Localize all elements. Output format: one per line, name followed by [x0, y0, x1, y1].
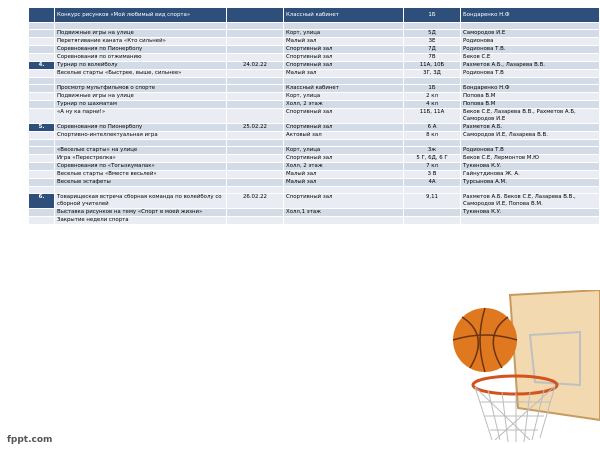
cell-place: Спортивный зал: [284, 54, 404, 62]
cell-date: [227, 171, 284, 179]
cell-resp: Рахметов А.Б. Беков С.Е, Лазарева В.В., Самородов И.Е, Попова В.М.: [461, 194, 600, 209]
cell-event: Соревнования по отжиманию: [55, 54, 227, 62]
table-row: [29, 194, 600, 209]
cell-cls: 1Б: [404, 85, 461, 93]
header-cell-place: Классный кабинет: [284, 8, 404, 23]
schedule-table-wrapper: [28, 7, 599, 225]
cell-cls: 8 кл: [404, 132, 461, 140]
cell-num: [29, 163, 55, 171]
cell-cls: 9,11: [404, 194, 461, 209]
header-cell-event: Конкурс рисунков «Мой любимый вид спорта»: [55, 8, 227, 23]
cell-num: [29, 132, 55, 140]
cell-num: [29, 85, 55, 93]
cell-date: [227, 46, 284, 54]
table-row: [29, 46, 600, 54]
cell-date: 25.02.22: [227, 124, 284, 132]
cell-resp: Турсынова А.М.: [461, 179, 600, 187]
cell-resp: [461, 217, 600, 225]
cell-cls: 7В: [404, 54, 461, 62]
cell-date: [227, 217, 284, 225]
cell-num: [29, 38, 55, 46]
cell-place: Холл, 2 этаж: [284, 163, 404, 171]
cell-event: Перетягивание каната «Кто сильней»: [55, 38, 227, 46]
cell-place: [284, 217, 404, 225]
table-row: [29, 109, 600, 124]
cell-resp: Рахметов А.Б.: [461, 124, 600, 132]
cell-num: 6.: [29, 194, 55, 209]
cell-event: «А ну ка парни!»: [55, 109, 227, 124]
cell-cls: 3Г, 3Д: [404, 70, 461, 78]
cell-cls: 11А, 10Б: [404, 62, 461, 70]
table-row: [29, 155, 600, 163]
table-row: [29, 209, 600, 217]
cell-date: [227, 54, 284, 62]
cell-event: Турнир по волейболу: [55, 62, 227, 70]
cell-date: [227, 93, 284, 101]
cell-event: Игра «Перестрелка»: [55, 155, 227, 163]
cell-event: Закрытие недели спорта: [55, 217, 227, 225]
cell-event: Подвижные игры на улице: [55, 93, 227, 101]
cell-place: Малый зал: [284, 38, 404, 46]
cell-num: [29, 217, 55, 225]
cell-event: Подвижные игры на улице: [55, 30, 227, 38]
cell-date: [227, 209, 284, 217]
cell-resp: Гайнутдинова Ж. А.: [461, 171, 600, 179]
cell-num: [29, 171, 55, 179]
table-row: [29, 38, 600, 46]
cell-date: [227, 38, 284, 46]
table-header-row: [29, 8, 600, 23]
cell-event: Веселые старты «Быстрее, выше, сильнее»: [55, 70, 227, 78]
cell-num: [29, 109, 55, 124]
cell-cls: 2 кл: [404, 93, 461, 101]
cell-cls: 11Б, 11А: [404, 109, 461, 124]
cell-num: [29, 46, 55, 54]
cell-cls: 3ж: [404, 147, 461, 155]
header-cell-class: 1Б: [404, 8, 461, 23]
cell-cls: 3 В: [404, 171, 461, 179]
table-row: [29, 93, 600, 101]
cell-cls: 7 кл: [404, 163, 461, 171]
table-row: [29, 163, 600, 171]
header-cell-date: [227, 8, 284, 23]
table-row: [29, 62, 600, 70]
table-row: [29, 124, 600, 132]
table-row: [29, 179, 600, 187]
cell-cls: [404, 209, 461, 217]
cell-place: Классный кабинет: [284, 85, 404, 93]
table-row: [29, 132, 600, 140]
cell-cls: 7Д: [404, 46, 461, 54]
cell-date: [227, 179, 284, 187]
cell-place: Холл, 2 этаж: [284, 101, 404, 109]
cell-date: [227, 155, 284, 163]
cell-num: [29, 70, 55, 78]
cell-cls: 5 Г, 6Д, 6 Г: [404, 155, 461, 163]
cell-resp: Родионова Т.В.: [461, 46, 600, 54]
spacer-row: [29, 78, 600, 85]
spacer-row: [29, 23, 600, 30]
cell-resp: Беков С.Е, Лазарева В.В., Рахметов А.Б, Самородов И.Е: [461, 109, 600, 124]
cell-date: [227, 70, 284, 78]
cell-place: Спортивный зал: [284, 194, 404, 209]
cell-event: Турнир по шахматам: [55, 101, 227, 109]
cell-resp: Родионова Т.В: [461, 70, 600, 78]
cell-date: [227, 132, 284, 140]
header-cell-num: [29, 8, 55, 23]
table-row: [29, 70, 600, 78]
cell-place: Актовый зал: [284, 132, 404, 140]
cell-event: Веселые старты «Вместе весьлей»: [55, 171, 227, 179]
cell-event: Соревнования по «Тогызкумалак»: [55, 163, 227, 171]
cell-cls: 4А: [404, 179, 461, 187]
cell-num: [29, 101, 55, 109]
cell-num: [29, 54, 55, 62]
backboard: [510, 290, 600, 420]
cell-event: Соревнования по Пионерболу: [55, 46, 227, 54]
cell-date: [227, 163, 284, 171]
cell-resp: Попова В.М: [461, 93, 600, 101]
cell-num: [29, 209, 55, 217]
cell-place: Спортивный зал: [284, 124, 404, 132]
cell-cls: 4 кл: [404, 101, 461, 109]
cell-place: Спортивный зал: [284, 155, 404, 163]
cell-place: Малый зал: [284, 179, 404, 187]
cell-date: [227, 30, 284, 38]
cell-date: [227, 101, 284, 109]
cell-event: Товарищеская встреча сборная команда по волейболу со сборной учителей: [55, 194, 227, 209]
spacer-row: [29, 187, 600, 194]
table-row: [29, 85, 600, 93]
cell-num: [29, 93, 55, 101]
cell-num: [29, 147, 55, 155]
cell-resp: Самородов И.Е, Лазарева В.В.: [461, 132, 600, 140]
cell-date: 24.02.22: [227, 62, 284, 70]
cell-place: Холл,1 этаж: [284, 209, 404, 217]
basketball-hoop-illustration: [440, 290, 600, 450]
header-cell-responsible: Бондаренко Н.Ф: [461, 8, 600, 23]
cell-place: Спортивный зал: [284, 62, 404, 70]
footer-logo: fppt.com: [7, 435, 53, 445]
cell-cls: [404, 217, 461, 225]
cell-date: [227, 109, 284, 124]
table-row: [29, 54, 600, 62]
cell-place: Корт, улица: [284, 30, 404, 38]
table-row: [29, 147, 600, 155]
cell-num: [29, 155, 55, 163]
cell-event: «Веселые старты» на улице: [55, 147, 227, 155]
cell-resp: Бондаренко Н.Ф: [461, 85, 600, 93]
cell-place: Малый зал: [284, 171, 404, 179]
cell-resp: Тукенова К.У.: [461, 163, 600, 171]
table-row: [29, 101, 600, 109]
cell-resp: Родионова Т.В: [461, 147, 600, 155]
cell-place: Корт, улица: [284, 147, 404, 155]
cell-resp: Самородов И.Е: [461, 30, 600, 38]
table-row: [29, 217, 600, 225]
cell-num: [29, 179, 55, 187]
cell-cls: 3Е: [404, 38, 461, 46]
cell-resp: Беков С.Е, Лермонтов М.Ю: [461, 155, 600, 163]
cell-resp: Попова В.М: [461, 101, 600, 109]
spacer-row: [29, 140, 600, 147]
cell-date: [227, 85, 284, 93]
cell-date: 26.02.22: [227, 194, 284, 209]
cell-place: Малый зал: [284, 70, 404, 78]
cell-event: Соревнования по Пионерболу: [55, 124, 227, 132]
cell-resp: Тукенова К.У.: [461, 209, 600, 217]
cell-event: Спортивно-интеллектуальная игра: [55, 132, 227, 140]
cell-date: [227, 147, 284, 155]
cell-event: Выставка рисунков на тему «Спорт в моей жизни»: [55, 209, 227, 217]
cell-cls: 5Д: [404, 30, 461, 38]
cell-cls: 6 А: [404, 124, 461, 132]
cell-place: Корт, улица: [284, 93, 404, 101]
schedule-table: [28, 7, 600, 225]
table-row: [29, 30, 600, 38]
cell-num: 4.: [29, 62, 55, 70]
cell-resp: Родионова: [461, 38, 600, 46]
cell-resp: Рахметов А.Б., Лазарева В.В.: [461, 62, 600, 70]
cell-num: [29, 30, 55, 38]
cell-num: 5.: [29, 124, 55, 132]
cell-resp: Беков С.Е: [461, 54, 600, 62]
cell-place: Спортивный зал: [284, 46, 404, 54]
cell-event: Просмотр мультфильмов о спорте: [55, 85, 227, 93]
table-row: [29, 171, 600, 179]
cell-place: Спортивный зал: [284, 109, 404, 124]
cell-event: Веселые эстафеты: [55, 179, 227, 187]
